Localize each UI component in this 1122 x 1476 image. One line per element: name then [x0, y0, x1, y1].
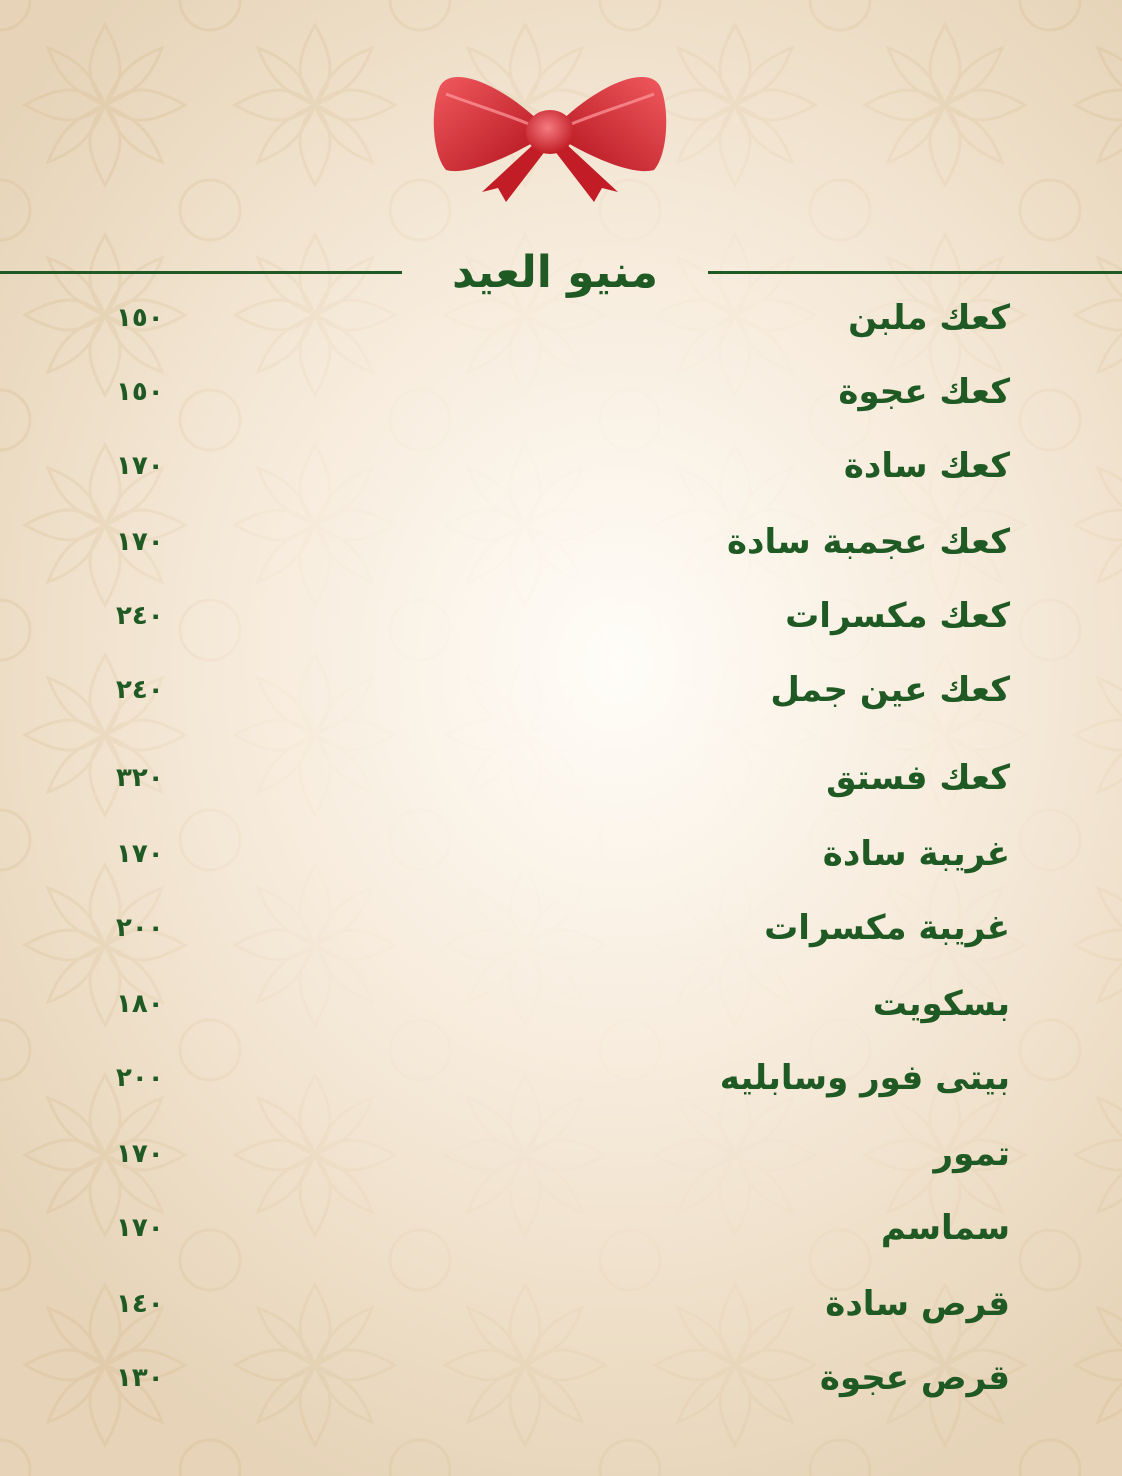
item-price: ١٧٠ [116, 451, 164, 481]
item-price: ١٥٠ [116, 303, 164, 333]
item-price: ١٤٠ [116, 1289, 164, 1319]
menu-title: منيو العيد [452, 247, 658, 298]
item-price: ١٧٠ [116, 527, 164, 557]
menu-item [100, 900, 1010, 956]
menu-item [100, 1126, 1010, 1182]
menu-item [100, 1350, 1010, 1406]
item-name: كعك ملبن [848, 298, 1010, 338]
item-price: ٢٤٠ [116, 601, 164, 631]
item-name: كعك مكسرات [785, 596, 1010, 636]
item-price: ١٧٠ [116, 1139, 164, 1169]
menu-item [100, 290, 1010, 346]
item-name: غريبة سادة [822, 834, 1010, 874]
item-name: قرص سادة [825, 1284, 1010, 1324]
item-name: تمور [933, 1134, 1010, 1174]
item-name: كعك عين جمل [770, 670, 1010, 710]
item-price: ٢٤٠ [116, 675, 164, 705]
menu-item [100, 1200, 1010, 1256]
item-name: بسكويت [872, 984, 1010, 1024]
item-price: ٢٠٠ [116, 913, 164, 943]
menu-item [100, 662, 1010, 718]
menu-item [100, 1276, 1010, 1332]
menu-item [100, 364, 1010, 420]
item-price: ٣٢٠ [116, 763, 164, 793]
item-name: قرص عجوة [819, 1358, 1010, 1398]
item-name: بيتى فور وسابليه [719, 1058, 1010, 1098]
item-price: ١٨٠ [116, 989, 164, 1019]
item-name: غريبة مكسرات [764, 908, 1010, 948]
menu-item [100, 976, 1010, 1032]
menu-item [100, 438, 1010, 494]
item-name: كعك فستق [826, 758, 1010, 798]
menu-item [100, 514, 1010, 570]
item-price: ١٧٠ [116, 1213, 164, 1243]
menu-item [100, 826, 1010, 882]
item-name: كعك عجوة [838, 372, 1010, 412]
item-price: ١٣٠ [116, 1363, 164, 1393]
item-price: ١٥٠ [116, 377, 164, 407]
item-name: كعك سادة [843, 446, 1010, 486]
item-name: كعك عجمبة سادة [726, 522, 1010, 562]
item-price: ١٧٠ [116, 839, 164, 869]
menu-item [100, 750, 1010, 806]
menu-item [100, 588, 1010, 644]
item-name: سماسم [880, 1208, 1010, 1248]
item-price: ٢٠٠ [116, 1063, 164, 1093]
menu-item [100, 1050, 1010, 1106]
